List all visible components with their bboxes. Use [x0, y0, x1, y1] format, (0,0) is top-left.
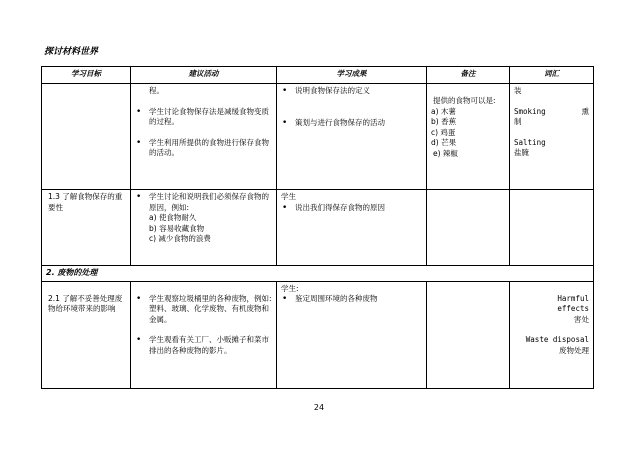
activity-subitem: b) 容易收藏食物: [149, 223, 205, 233]
vocab-term-en: Harmful: [557, 293, 589, 303]
activity-continuation: 程。: [149, 86, 164, 95]
table-header-row: [42, 67, 594, 84]
outcome-label: 学生:: [281, 283, 299, 293]
vocab-term-en: Salting: [514, 137, 546, 147]
vocab-cell: [510, 190, 594, 266]
remarks-cell: [427, 281, 510, 388]
outcome-item: • 策划与进行食物保存的活动: [281, 118, 422, 129]
table-row: [42, 281, 594, 388]
vocab-term-cn: 废物处理: [559, 345, 589, 355]
activity-item: • 学生讨论和说明我们必须保存食物的原因，例如:: [135, 192, 272, 213]
column-header-vocab: 词汇: [510, 67, 594, 84]
page-header: 探讨材料世界: [44, 47, 99, 57]
column-header-activities: 建议活动: [131, 67, 277, 84]
vocab-cell: [510, 281, 594, 388]
vocab-term-cn: 熏: [581, 106, 589, 116]
remarks-intro: 提供的食物可以是:: [433, 96, 496, 105]
vocab-continuation: 装: [514, 86, 522, 95]
vocab-term-en: Smoking: [514, 106, 546, 116]
lesson-table: [41, 66, 594, 389]
activities-cell: [131, 281, 277, 388]
outcomes-cell: [277, 84, 427, 190]
remarks-cell: [427, 84, 510, 190]
remark-item: d) 芒果: [431, 138, 457, 147]
activities-cell: [131, 190, 277, 266]
outcomes-cell: [277, 281, 427, 388]
column-header-remarks: 备注: [427, 67, 510, 84]
column-header-outcomes: 学习成果: [277, 67, 427, 84]
activity-subitem: a) 使食物耐久: [149, 213, 197, 222]
remark-item: a) 木薯: [431, 106, 456, 116]
objective-cell: [42, 281, 131, 388]
column-header-objective: 学习目标: [42, 67, 131, 84]
activity-subitem: c) 减少食物的浪费: [149, 234, 211, 243]
remark-item: e) 辣椒: [433, 148, 458, 158]
activities-cell: [131, 84, 277, 190]
vocab-cell: [510, 84, 594, 190]
objective-text: 2.1 了解不妥善处理废物给环境带来的影响: [48, 293, 123, 313]
remarks-cell: [427, 190, 510, 266]
table-row: [42, 84, 594, 190]
outcome-item: • 鉴定周围环境的各种废物: [281, 294, 422, 305]
activity-item: • 学生利用所提供的食物进行保存食物的活动。: [135, 138, 272, 159]
vocab-term-cn: 制: [514, 117, 522, 126]
remark-item: c) 鸡蛋: [431, 127, 456, 137]
remark-item: b) 香蕉: [431, 117, 457, 126]
outcome-label: 学生: [281, 192, 296, 201]
section-row: [42, 266, 594, 282]
activity-item: • 学生讨论食物保存法是减缓食物变质的过程。: [135, 107, 272, 128]
vocab-term-en: Waste disposal: [525, 335, 589, 344]
objective-cell: [42, 84, 131, 190]
table-row: [42, 190, 594, 266]
outcomes-cell: [277, 190, 427, 266]
outcome-item: • 说明食物保存法的定义: [281, 86, 422, 97]
vocab-term-cn: 害处: [574, 314, 589, 324]
objective-cell: 1.3 了解食物保存的重要性: [42, 190, 131, 266]
page-number: 24: [313, 403, 325, 412]
section-title: 2. 废物的处理: [42, 266, 594, 282]
vocab-term-en: effects: [557, 304, 589, 313]
outcome-item: • 说出我们得保存食物的原因: [281, 203, 422, 214]
activity-item: • 学生观看有关工厂、小贩摊子和菜市排出的各种废物的影片。: [135, 335, 272, 356]
activity-item: • 学生观察垃圾桶里的各种废物，例如:塑料、玻璃、化学废物、有机废物和金属。: [135, 294, 272, 326]
vocab-term-cn: 盐腌: [514, 148, 529, 157]
